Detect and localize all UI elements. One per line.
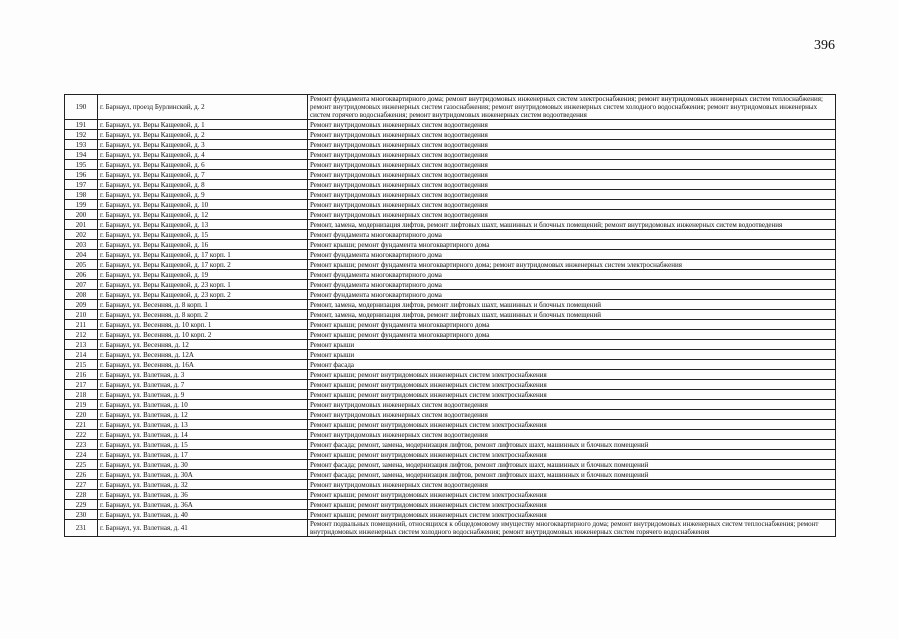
address-cell: г. Барнаул, ул. Взлетная, д. 36А — [98, 500, 308, 510]
row-number: 190 — [65, 95, 98, 120]
row-number: 194 — [65, 150, 98, 160]
table-row — [65, 490, 836, 500]
address-cell: г. Барнаул, ул. Веры Кащеевой, д. 23 корп. 1 — [98, 280, 308, 290]
work-type-cell: Ремонт внутридомовых инженерных систем водоотведения — [308, 180, 836, 190]
work-type-cell: Ремонт фундамента многоквартирного дома — [308, 280, 836, 290]
row-number: 200 — [65, 210, 98, 220]
work-type-cell: Ремонт фундамента многоквартирного дома — [308, 270, 836, 280]
row-number: 198 — [65, 190, 98, 200]
address-cell: г. Барнаул, ул. Веры Кащеевой, д. 1 — [98, 120, 308, 130]
row-number: 216 — [65, 370, 98, 380]
work-type-cell: Ремонт крыши; ремонт фундамента многоквартирного дома — [308, 330, 836, 340]
row-number: 223 — [65, 440, 98, 450]
table-row — [65, 460, 836, 470]
address-cell: г. Барнаул, ул. Весенняя, д. 12 — [98, 340, 308, 350]
row-number: 202 — [65, 230, 98, 240]
table-row — [65, 400, 836, 410]
table-body — [65, 95, 836, 537]
row-number: 214 — [65, 350, 98, 360]
table-row — [65, 430, 836, 440]
address-cell: г. Барнаул, ул. Веры Кащеевой, д. 12 — [98, 210, 308, 220]
work-type-cell: Ремонт фасада; ремонт, замена, модернизация лифтов, ремонт лифтовых шахт, машинных и блочных помещений — [308, 440, 836, 450]
row-number: 209 — [65, 300, 98, 310]
row-number: 225 — [65, 460, 98, 470]
address-cell: г. Барнаул, ул. Веры Кащеевой, д. 8 — [98, 180, 308, 190]
address-cell: г. Барнаул, ул. Веры Кащеевой, д. 4 — [98, 150, 308, 160]
work-type-cell: Ремонт внутридомовых инженерных систем водоотведения — [308, 430, 836, 440]
address-cell: г. Барнаул, ул. Взлетная, д. 10 — [98, 400, 308, 410]
work-type-cell: Ремонт крыши — [308, 350, 836, 360]
row-number: 222 — [65, 430, 98, 440]
address-cell: г. Барнаул, ул. Взлетная, д. 3 — [98, 370, 308, 380]
table-row — [65, 240, 836, 250]
address-cell: г. Барнаул, ул. Весенняя, д. 8 корп. 1 — [98, 300, 308, 310]
work-type-cell: Ремонт внутридомовых инженерных систем водоотведения — [308, 120, 836, 130]
work-type-cell: Ремонт, замена, модернизация лифтов, ремонт лифтовых шахт, машинных и блочных помещений; ремонт внутридомовых инженерных систем водоотведения — [308, 220, 836, 230]
row-number: 219 — [65, 400, 98, 410]
address-cell: г. Барнаул, ул. Взлетная, д. 32 — [98, 480, 308, 490]
work-type-cell: Ремонт крыши; ремонт внутридомовых инженерных систем электроснабжения — [308, 510, 836, 520]
work-type-cell: Ремонт подвальных помещений, относящихся к общедомовому имуществу многоквартирного дома; ремонт внутридомовых инженерных систем теплоснабжения; ремонт внутридомовых инженерных систем холодного водоснабжения; ремонт внутридомовых инженерных систем горячего водоснабжения — [308, 520, 836, 537]
table-row — [65, 520, 836, 537]
address-cell: г. Барнаул, ул. Веры Кащеевой, д. 13 — [98, 220, 308, 230]
address-cell: г. Барнаул, ул. Веры Кащеевой, д. 16 — [98, 240, 308, 250]
address-cell: г. Барнаул, ул. Веры Кащеевой, д. 15 — [98, 230, 308, 240]
table-row — [65, 170, 836, 180]
work-type-cell: Ремонт внутридомовых инженерных систем водоотведения — [308, 130, 836, 140]
address-cell: г. Барнаул, ул. Веры Кащеевой, д. 17 корп. 2 — [98, 260, 308, 270]
work-type-cell: Ремонт внутридомовых инженерных систем водоотведения — [308, 210, 836, 220]
table-row — [65, 370, 836, 380]
address-cell: г. Барнаул, ул. Взлетная, д. 36 — [98, 490, 308, 500]
table-row — [65, 220, 836, 230]
table-row — [65, 190, 836, 200]
row-number: 196 — [65, 170, 98, 180]
table-row — [65, 140, 836, 150]
work-type-cell: Ремонт внутридомовых инженерных систем водоотведения — [308, 190, 836, 200]
work-type-cell: Ремонт внутридомовых инженерных систем водоотведения — [308, 140, 836, 150]
work-type-cell: Ремонт фундамента многоквартирного дома — [308, 230, 836, 240]
table-row — [65, 310, 836, 320]
row-number: 192 — [65, 130, 98, 140]
row-number: 203 — [65, 240, 98, 250]
work-type-cell: Ремонт фасада; ремонт, замена, модернизация лифтов, ремонт лифтовых шахт, машинных и блочных помещений — [308, 460, 836, 470]
table-row — [65, 250, 836, 260]
work-type-cell: Ремонт фундамента многоквартирного дома — [308, 250, 836, 260]
address-cell: г. Барнаул, ул. Взлетная, д. 17 — [98, 450, 308, 460]
work-type-cell: Ремонт крыши; ремонт фундамента многоквартирного дома — [308, 240, 836, 250]
table-row — [65, 130, 836, 140]
address-cell: г. Барнаул, ул. Весенняя, д. 16А — [98, 360, 308, 370]
table-row — [65, 180, 836, 190]
address-cell: г. Барнаул, ул. Взлетная, д. 30 — [98, 460, 308, 470]
table-row — [65, 420, 836, 430]
row-number: 228 — [65, 490, 98, 500]
address-cell: г. Барнаул, ул. Взлетная, д. 15 — [98, 440, 308, 450]
table-row — [65, 480, 836, 490]
work-type-cell: Ремонт крыши; ремонт фундамента многоквартирного дома — [308, 320, 836, 330]
work-type-cell: Ремонт фундамента многоквартирного дома — [308, 290, 836, 300]
row-number: 231 — [65, 520, 98, 537]
address-cell: г. Барнаул, ул. Весенняя, д. 12А — [98, 350, 308, 360]
work-type-cell: Ремонт фундамента многоквартирного дома; ремонт внутридомовых инженерных систем электроснабжения; ремонт внутридомовых инженерных систем теплоснабжения; ремонт внутридомовых инженерных систем газоснабжения; ремонт внутридомовых инженерных систем холодного водоснабжения; ремонт внутридомовых инженерных систем горячего водоснабжения; ремонт внутридомовых инженерных систем водоотведения — [308, 95, 836, 120]
table-row — [65, 410, 836, 420]
address-cell: г. Барнаул, ул. Взлетная, д. 13 — [98, 420, 308, 430]
address-cell: г. Барнаул, ул. Взлетная, д. 12 — [98, 410, 308, 420]
row-number: 211 — [65, 320, 98, 330]
address-cell: г. Барнаул, ул. Взлетная, д. 41 — [98, 520, 308, 537]
address-cell: г. Барнаул, ул. Веры Кащеевой, д. 9 — [98, 190, 308, 200]
work-type-cell: Ремонт фасада — [308, 360, 836, 370]
work-type-cell: Ремонт крыши; ремонт внутридомовых инженерных систем электроснабжения — [308, 370, 836, 380]
table-row — [65, 160, 836, 170]
table-row — [65, 260, 836, 270]
address-cell: г. Барнаул, ул. Веры Кащеевой, д. 10 — [98, 200, 308, 210]
table-row — [65, 200, 836, 210]
page-number: 396 — [814, 38, 835, 53]
address-cell: г. Барнаул, ул. Взлетная, д. 30А — [98, 470, 308, 480]
repair-schedule-table — [64, 94, 836, 537]
row-number: 193 — [65, 140, 98, 150]
row-number: 210 — [65, 310, 98, 320]
table-row — [65, 120, 836, 130]
work-type-cell: Ремонт, замена, модернизация лифтов, ремонт лифтовых шахт, машинных и блочных помещений — [308, 310, 836, 320]
address-cell: г. Барнаул, ул. Взлетная, д. 14 — [98, 430, 308, 440]
work-type-cell: Ремонт фасада; ремонт, замена, модернизация лифтов, ремонт лифтовых шахт, машинных и блочных помещений — [308, 470, 836, 480]
address-cell: г. Барнаул, ул. Веры Кащеевой, д. 7 — [98, 170, 308, 180]
row-number: 212 — [65, 330, 98, 340]
row-number: 230 — [65, 510, 98, 520]
address-cell: г. Барнаул, ул. Весенняя, д. 10 корп. 1 — [98, 320, 308, 330]
table-row — [65, 380, 836, 390]
row-number: 226 — [65, 470, 98, 480]
work-type-cell: Ремонт, замена, модернизация лифтов, ремонт лифтовых шахт, машинных и блочных помещений — [308, 300, 836, 310]
work-type-cell: Ремонт крыши; ремонт внутридомовых инженерных систем электроснабжения — [308, 490, 836, 500]
row-number: 201 — [65, 220, 98, 230]
table-row — [65, 360, 836, 370]
address-cell: г. Барнаул, ул. Веры Кащеевой, д. 23 корп. 2 — [98, 290, 308, 300]
work-type-cell: Ремонт внутридомовых инженерных систем водоотведения — [308, 160, 836, 170]
work-type-cell: Ремонт внутридомовых инженерных систем водоотведения — [308, 150, 836, 160]
row-number: 213 — [65, 340, 98, 350]
address-cell: г. Барнаул, ул. Веры Кащеевой, д. 19 — [98, 270, 308, 280]
work-type-cell: Ремонт крыши; ремонт внутридомовых инженерных систем электроснабжения — [308, 420, 836, 430]
row-number: 227 — [65, 480, 98, 490]
address-cell: г. Барнаул, ул. Весенняя, д. 8 корп. 2 — [98, 310, 308, 320]
table-row — [65, 330, 836, 340]
address-cell: г. Барнаул, ул. Взлетная, д. 40 — [98, 510, 308, 520]
table-row — [65, 300, 836, 310]
table-row — [65, 95, 836, 120]
table-row — [65, 340, 836, 350]
row-number: 207 — [65, 280, 98, 290]
work-type-cell: Ремонт крыши; ремонт внутридомовых инженерных систем электроснабжения — [308, 450, 836, 460]
row-number: 195 — [65, 160, 98, 170]
table-row — [65, 270, 836, 280]
address-cell: г. Барнаул, ул. Взлетная, д. 9 — [98, 390, 308, 400]
table-row — [65, 280, 836, 290]
table-row — [65, 440, 836, 450]
table-row — [65, 230, 836, 240]
row-number: 191 — [65, 120, 98, 130]
row-number: 220 — [65, 410, 98, 420]
table-row — [65, 510, 836, 520]
table-row — [65, 290, 836, 300]
table-row — [65, 390, 836, 400]
row-number: 217 — [65, 380, 98, 390]
address-cell: г. Барнаул, ул. Веры Кащеевой, д. 2 — [98, 130, 308, 140]
work-type-cell: Ремонт крыши — [308, 340, 836, 350]
address-cell: г. Барнаул, ул. Веры Кащеевой, д. 17 корп. 1 — [98, 250, 308, 260]
address-cell: г. Барнаул, ул. Весенняя, д. 10 корп. 2 — [98, 330, 308, 340]
row-number: 199 — [65, 200, 98, 210]
row-number: 218 — [65, 390, 98, 400]
row-number: 197 — [65, 180, 98, 190]
row-number: 204 — [65, 250, 98, 260]
work-type-cell: Ремонт внутридомовых инженерных систем водоотведения — [308, 200, 836, 210]
table-row — [65, 500, 836, 510]
table-row — [65, 320, 836, 330]
address-cell: г. Барнаул, ул. Веры Кащеевой, д. 6 — [98, 160, 308, 170]
work-type-cell: Ремонт внутридомовых инженерных систем водоотведения — [308, 480, 836, 490]
row-number: 224 — [65, 450, 98, 460]
row-number: 205 — [65, 260, 98, 270]
address-cell: г. Барнаул, ул. Взлетная, д. 7 — [98, 380, 308, 390]
row-number: 208 — [65, 290, 98, 300]
table-row — [65, 350, 836, 360]
row-number: 229 — [65, 500, 98, 510]
table-row — [65, 150, 836, 160]
row-number: 221 — [65, 420, 98, 430]
address-cell: г. Барнаул, ул. Веры Кащеевой, д. 3 — [98, 140, 308, 150]
table-row — [65, 210, 836, 220]
work-type-cell: Ремонт крыши; ремонт фундамента многоквартирного дома; ремонт внутридомовых инженерных систем электроснабжения — [308, 260, 836, 270]
table-row — [65, 450, 836, 460]
work-type-cell: Ремонт внутридомовых инженерных систем водоотведения — [308, 400, 836, 410]
work-type-cell: Ремонт внутридомовых инженерных систем водоотведения — [308, 410, 836, 420]
table-row — [65, 470, 836, 480]
row-number: 206 — [65, 270, 98, 280]
work-type-cell: Ремонт крыши; ремонт внутридомовых инженерных систем электроснабжения — [308, 380, 836, 390]
work-type-cell: Ремонт крыши; ремонт внутридомовых инженерных систем электроснабжения — [308, 390, 836, 400]
work-type-cell: Ремонт крыши; ремонт внутридомовых инженерных систем электроснабжения — [308, 500, 836, 510]
row-number: 215 — [65, 360, 98, 370]
work-type-cell: Ремонт внутридомовых инженерных систем водоотведения — [308, 170, 836, 180]
address-cell: г. Барнаул, проезд Бурлинский, д. 2 — [98, 95, 308, 120]
